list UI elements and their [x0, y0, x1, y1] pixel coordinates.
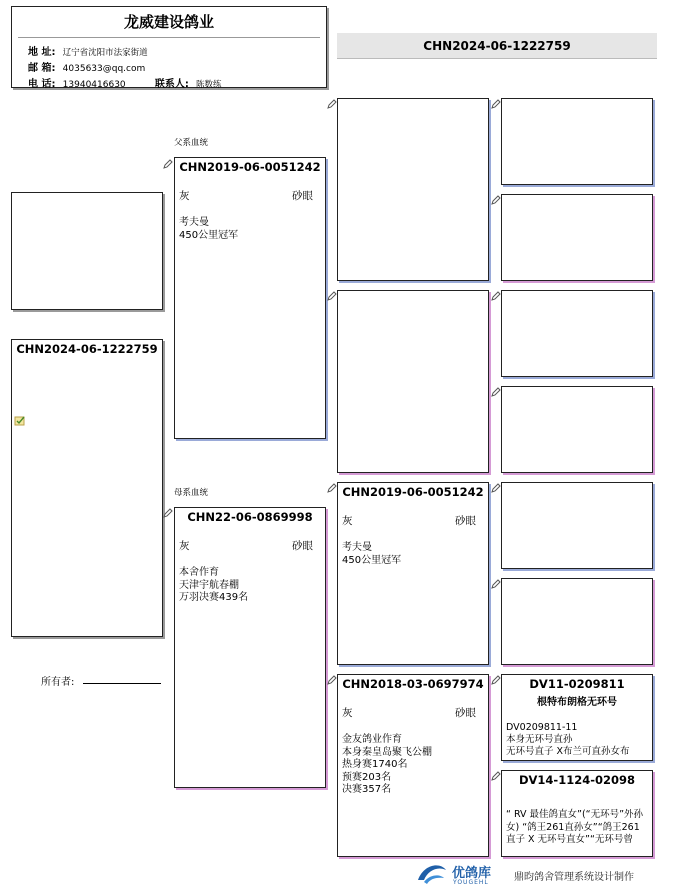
gg5-edit-icon[interactable]	[491, 483, 501, 493]
gg7-note: 本身无环号直孙	[506, 734, 573, 745]
sire-eye: 砂眼	[292, 190, 313, 202]
dam-note: 本舍作育	[179, 567, 219, 578]
dam-sire-color: 灰	[342, 515, 353, 527]
gg7-ring: DV11-0209811	[529, 677, 625, 691]
gg-card-6	[501, 578, 653, 665]
dam-sire-eye: 砂眼	[455, 515, 476, 527]
gg7-note: 无环号直子 X布兰可直孙女布	[506, 746, 630, 757]
dam-note: 万羽决赛439名	[179, 592, 249, 603]
loft-divider	[18, 37, 320, 38]
loft-contact-block	[28, 45, 222, 93]
gg6-edit-icon[interactable]	[491, 579, 501, 589]
contact-label: 联系人:	[154, 79, 189, 90]
email-value: 4035633@qq.com	[62, 64, 146, 74]
brand-name: 优鸽库	[452, 866, 492, 881]
subject-card	[11, 339, 163, 637]
dam-note: 天津宇航春棚	[179, 579, 239, 591]
gg-card-5	[501, 482, 653, 569]
owner-label: 所有者:	[41, 677, 75, 688]
gg-card-7	[501, 674, 653, 761]
gg8-note: “ RV 最佳鸽直女”(“无环号”外孙	[506, 809, 644, 820]
gg8-edit-icon[interactable]	[491, 771, 501, 781]
gg7-edit-icon[interactable]	[491, 675, 501, 685]
gg4-edit-icon[interactable]	[491, 387, 501, 397]
sire-dam-card	[337, 290, 489, 473]
gg-card-4	[501, 386, 653, 473]
dam-dam-note: 决赛357名	[342, 784, 392, 795]
dam-dam-note: 热身赛1740名	[342, 759, 408, 770]
dam-color: 灰	[179, 540, 190, 552]
gg8-note: 女) “鸽王261直孙女”“鸽王261	[506, 821, 640, 833]
ss-edit-icon[interactable]	[327, 99, 337, 109]
dam-dam-note: 金友鸽业作育	[342, 734, 402, 745]
email-label: 邮 箱:	[28, 63, 56, 74]
dam-dam-card	[337, 674, 489, 857]
subject-ring: CHN2024-06-1222759	[16, 342, 158, 356]
gg8-note: 直子 X 无环号直女”“无环号曾	[506, 834, 633, 845]
dam-dam-color: 灰	[342, 707, 353, 719]
dam-ring: CHN22-06-0869998	[187, 510, 313, 524]
dam-sire-ring: CHN2019-06-0051242	[342, 485, 484, 499]
gg-card-8	[501, 770, 653, 857]
dd-edit-icon[interactable]	[327, 675, 337, 685]
dam-sire-card	[337, 482, 489, 665]
gg-card-1	[501, 98, 653, 185]
gg2-edit-icon[interactable]	[491, 195, 501, 205]
sd-edit-icon[interactable]	[327, 291, 337, 301]
dam-sire-note: 考夫曼	[342, 542, 372, 553]
gg-card-3	[501, 290, 653, 377]
pigeon-photo-frame	[11, 192, 163, 310]
sire-card	[174, 157, 326, 439]
gg1-edit-icon[interactable]	[491, 99, 501, 109]
footer-credit: 鼎昀鸽舍管理系统设计制作	[514, 872, 634, 883]
brand-name-en: YOUGEHL	[453, 879, 489, 886]
sire-note: 450公里冠军	[179, 229, 239, 241]
dam-card	[174, 507, 326, 788]
contact-value: 陈数练	[196, 80, 222, 90]
sire-line-label: 父系血统	[174, 138, 209, 148]
dam-dam-ring: CHN2018-03-0697974	[342, 677, 484, 691]
sire-sire-card	[337, 98, 489, 281]
dam-dam-eye: 砂眼	[455, 707, 476, 719]
gg7-note: DV0209811-11	[506, 722, 578, 733]
address-value: 辽宁省沈阳市法家街道	[62, 48, 148, 58]
dam-line-label: 母系血统	[174, 488, 209, 498]
dam-dam-note: 预赛203名	[342, 771, 392, 783]
sire-ring: CHN2019-06-0051242	[179, 160, 321, 174]
loft-info-card	[11, 6, 327, 88]
gg3-edit-icon[interactable]	[491, 291, 501, 301]
gg-card-2	[501, 194, 653, 281]
sire-color: 灰	[179, 190, 190, 202]
dam-sire-note: 450公里冠军	[342, 554, 402, 566]
ds-edit-icon[interactable]	[327, 483, 337, 493]
gg7-name: 根特布朗格无环号	[537, 697, 617, 708]
sire-note: 考夫曼	[179, 217, 209, 228]
loft-name: 龙威建设鸽业	[123, 13, 214, 31]
phone-label: 电 话:	[28, 79, 56, 90]
phone-value: 13940416630	[62, 80, 126, 90]
brand-logo-icon	[414, 860, 450, 886]
main-ring-bar: CHN2024-06-1222759	[337, 33, 657, 59]
address-label: 地 址:	[28, 47, 56, 58]
dam-eye: 砂眼	[292, 540, 313, 552]
gg8-ring: DV14-1124-02098	[518, 773, 635, 787]
dam-edit-icon[interactable]	[163, 508, 173, 518]
dam-dam-note: 本身秦皇岛聚飞公棚	[342, 746, 432, 758]
sire-edit-icon[interactable]	[163, 159, 173, 169]
note-icon	[14, 415, 26, 427]
owner-underline	[83, 683, 161, 684]
